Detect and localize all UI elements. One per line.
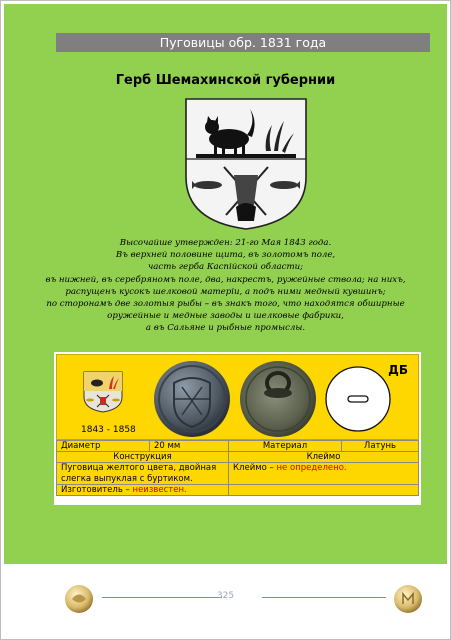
maker-text — [57, 485, 229, 496]
stamp-label: Клеймо — [229, 452, 419, 463]
stamp-value: не определено. — [276, 463, 347, 473]
page-header: Пуговицы обр. 1831 года — [56, 33, 430, 52]
button-code: ДБ — [388, 363, 408, 377]
page-number: 325 — [216, 591, 235, 601]
button-back-photo — [237, 359, 319, 439]
diameter-label: Диаметр — [57, 441, 150, 452]
stamp-prefix: Клеймо – — [233, 463, 277, 473]
description-line: распущенъ кусокъ шелковой матерiи, а подъ ними медный кувшинъ; — [65, 286, 386, 297]
description-line: Высочайше утвержден: 21-го Мая 1843 года. — [119, 238, 332, 248]
coat-of-arms-description — [0, 237, 451, 335]
coat-of-arms-thumbnail — [83, 371, 123, 413]
footer-line-right — [262, 597, 386, 598]
stamp-text — [229, 463, 419, 485]
button-card — [54, 352, 421, 505]
button-front-photo — [152, 359, 232, 439]
description-line: Въ верхней половине щита, въ золотомъ поле, — [115, 250, 336, 261]
maker-value: неизвестен. — [132, 485, 187, 495]
production-years: 1843 - 1858 — [81, 425, 136, 435]
coat-of-arms-title: Герб Шемахинской губернии — [115, 73, 336, 88]
empty-cell — [229, 485, 419, 496]
button-drawing — [324, 365, 392, 433]
maker-prefix: Изготовитель – — [61, 485, 133, 495]
coin-right-icon — [393, 584, 423, 614]
material-label: Материал — [229, 441, 342, 452]
description-line: въ нижней, въ серебряномъ поле, два, накрестъ, ружейные ствола; на нихъ, — [45, 274, 406, 285]
diameter-value: 20 мм — [150, 441, 229, 452]
description-line: по сторонамъ две золотыя рыбы – въ знакъ того, что находятся обширные — [46, 299, 405, 310]
construction-text: Пуговица желтого цвета, двойная слегка выпуклая с буртиком. — [57, 463, 229, 485]
description-line: часть герба Каспiйской области; — [147, 262, 304, 273]
button-card-images — [56, 354, 419, 440]
coat-of-arms-image — [184, 97, 308, 231]
construction-label: Конструкция — [57, 452, 229, 463]
description-line: а въ Сальяне и рыбные промыслы. — [145, 323, 306, 334]
description-line: оружейные и медные заводы и шелковые фабрики, — [107, 311, 344, 322]
specs-table — [56, 440, 419, 496]
material-value: Латунь — [342, 441, 419, 452]
